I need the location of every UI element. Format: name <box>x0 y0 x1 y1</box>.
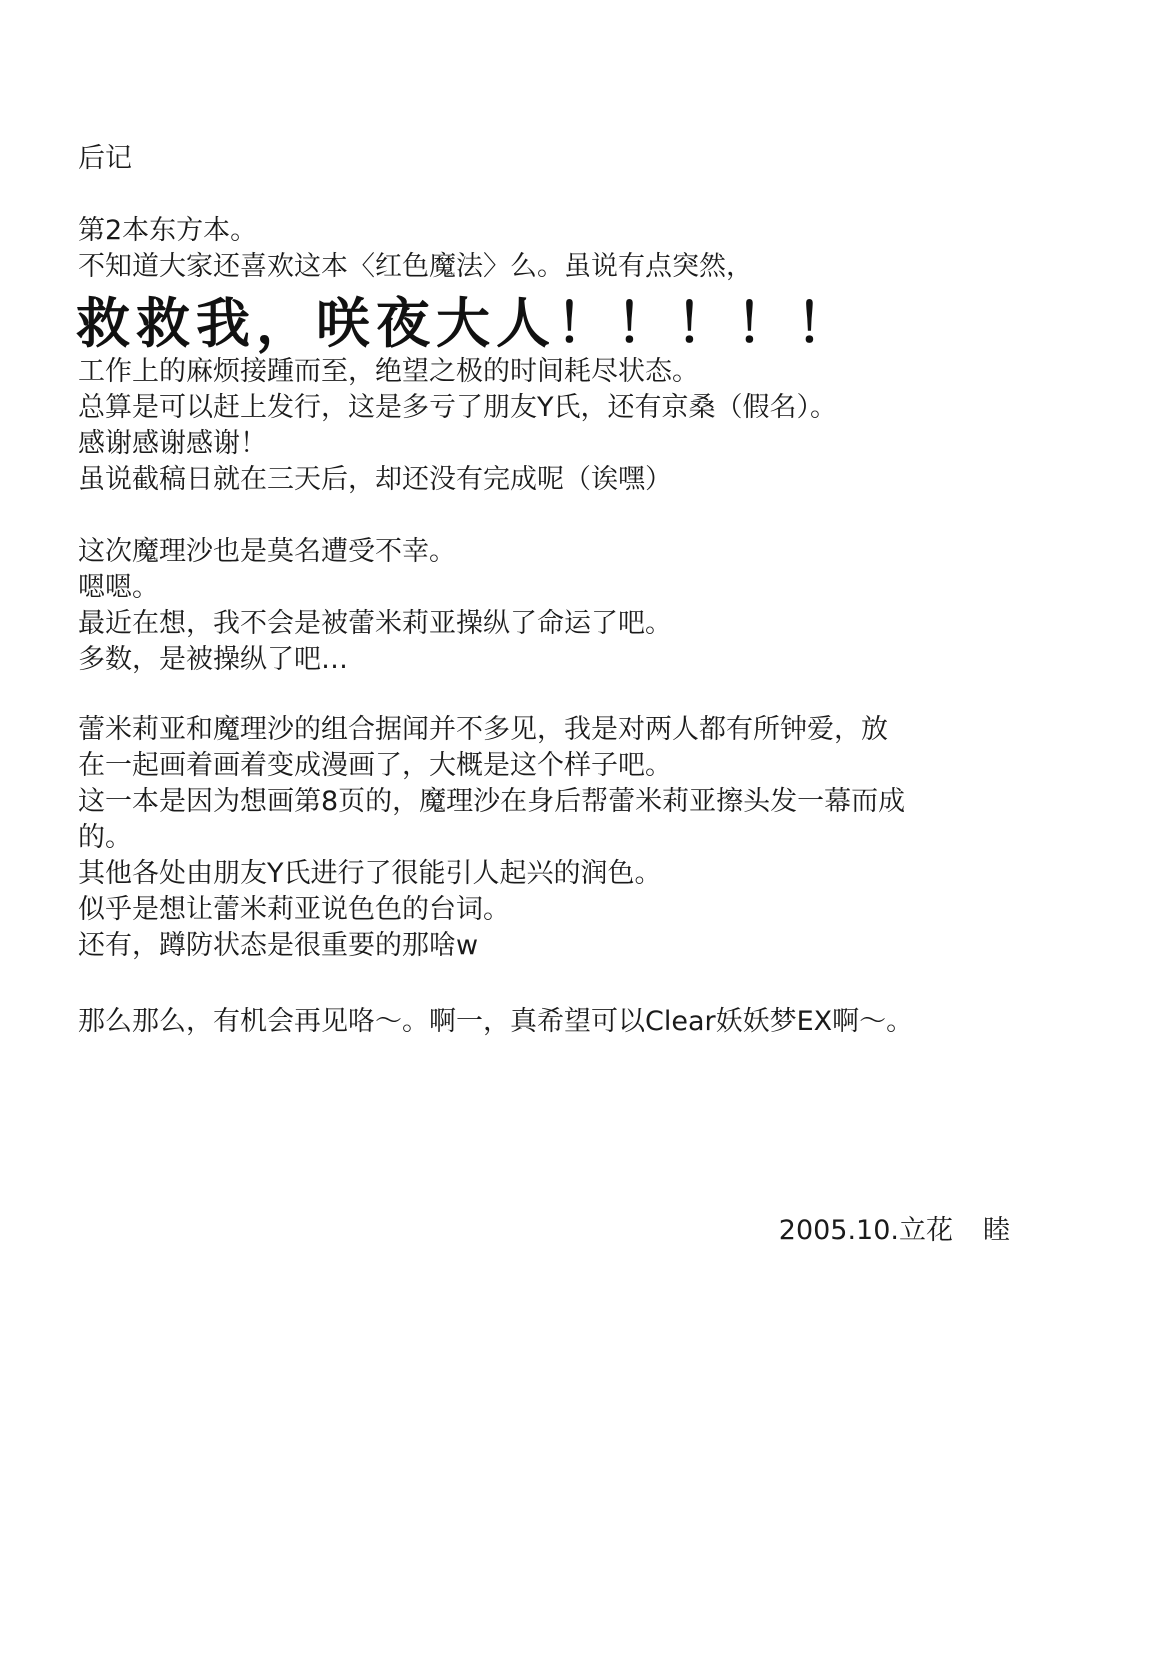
text-line: 虽说截稿日就在三天后，却还没有完成呢（诶嘿） <box>78 464 672 495</box>
text-line: 这次魔理沙也是莫名遭受不幸。 <box>78 536 456 567</box>
text-line: 在一起画着画着变成漫画了，大概是这个样子吧。 <box>78 750 672 781</box>
text-line: 最近在想，我不会是被蕾米莉亚操纵了命运了吧。 <box>78 608 672 639</box>
text-line: 似乎是想让蕾米莉亚说色色的台词。 <box>78 894 510 925</box>
text-line: 多数，是被操纵了吧… <box>78 644 348 675</box>
paragraph-work <box>78 354 1078 498</box>
signature-name: 立花 <box>899 1215 953 1246</box>
text-line: 工作上的麻烦接踵而至，绝望之极的时间耗尽状态。 <box>78 356 699 387</box>
paragraph-intro <box>78 213 1078 285</box>
text-line: 的。 <box>78 822 132 853</box>
text-line: 嗯嗯。 <box>78 572 159 603</box>
paragraph-combination <box>78 712 1078 964</box>
paragraph-farewell <box>78 1004 1078 1040</box>
text-line: 蕾米莉亚和魔理沙的组合据闻并不多见，我是对两人都有所钟爱，放 <box>78 714 888 745</box>
text-line: 其他各处由朋友Y氏进行了很能引人起兴的润色。 <box>78 858 662 889</box>
text-line: 这一本是因为想画第8页的，魔理沙在身后帮蕾米莉亚擦头发一幕而成 <box>78 786 906 817</box>
paragraph-marisa <box>78 534 1078 678</box>
text-line: 感谢感谢感谢！ <box>78 428 267 459</box>
signature-date: 2005.10. <box>778 1215 899 1246</box>
signature <box>779 1213 1010 1249</box>
text-line: 第2本东方本。 <box>78 215 258 246</box>
text-line: 不知道大家还喜欢这本〈红色魔法〉么。虽说有点突然， <box>78 251 753 282</box>
text-line: 还有，蹲防状态是很重要的那啥w <box>78 930 479 961</box>
emphasis-shout: 救救我，咲夜大人！！！！！ <box>76 292 856 355</box>
text-line: 那么那么，有机会再见咯～。啊一，真希望可以Clear妖妖梦EX啊～。 <box>78 1006 914 1037</box>
page-title: 后记 <box>78 143 132 174</box>
text-line: 总算是可以赶上发行，这是多亏了朋友Y氏，还有京桑（假名）。 <box>78 392 837 423</box>
signature-name-given: 睦 <box>983 1215 1010 1246</box>
